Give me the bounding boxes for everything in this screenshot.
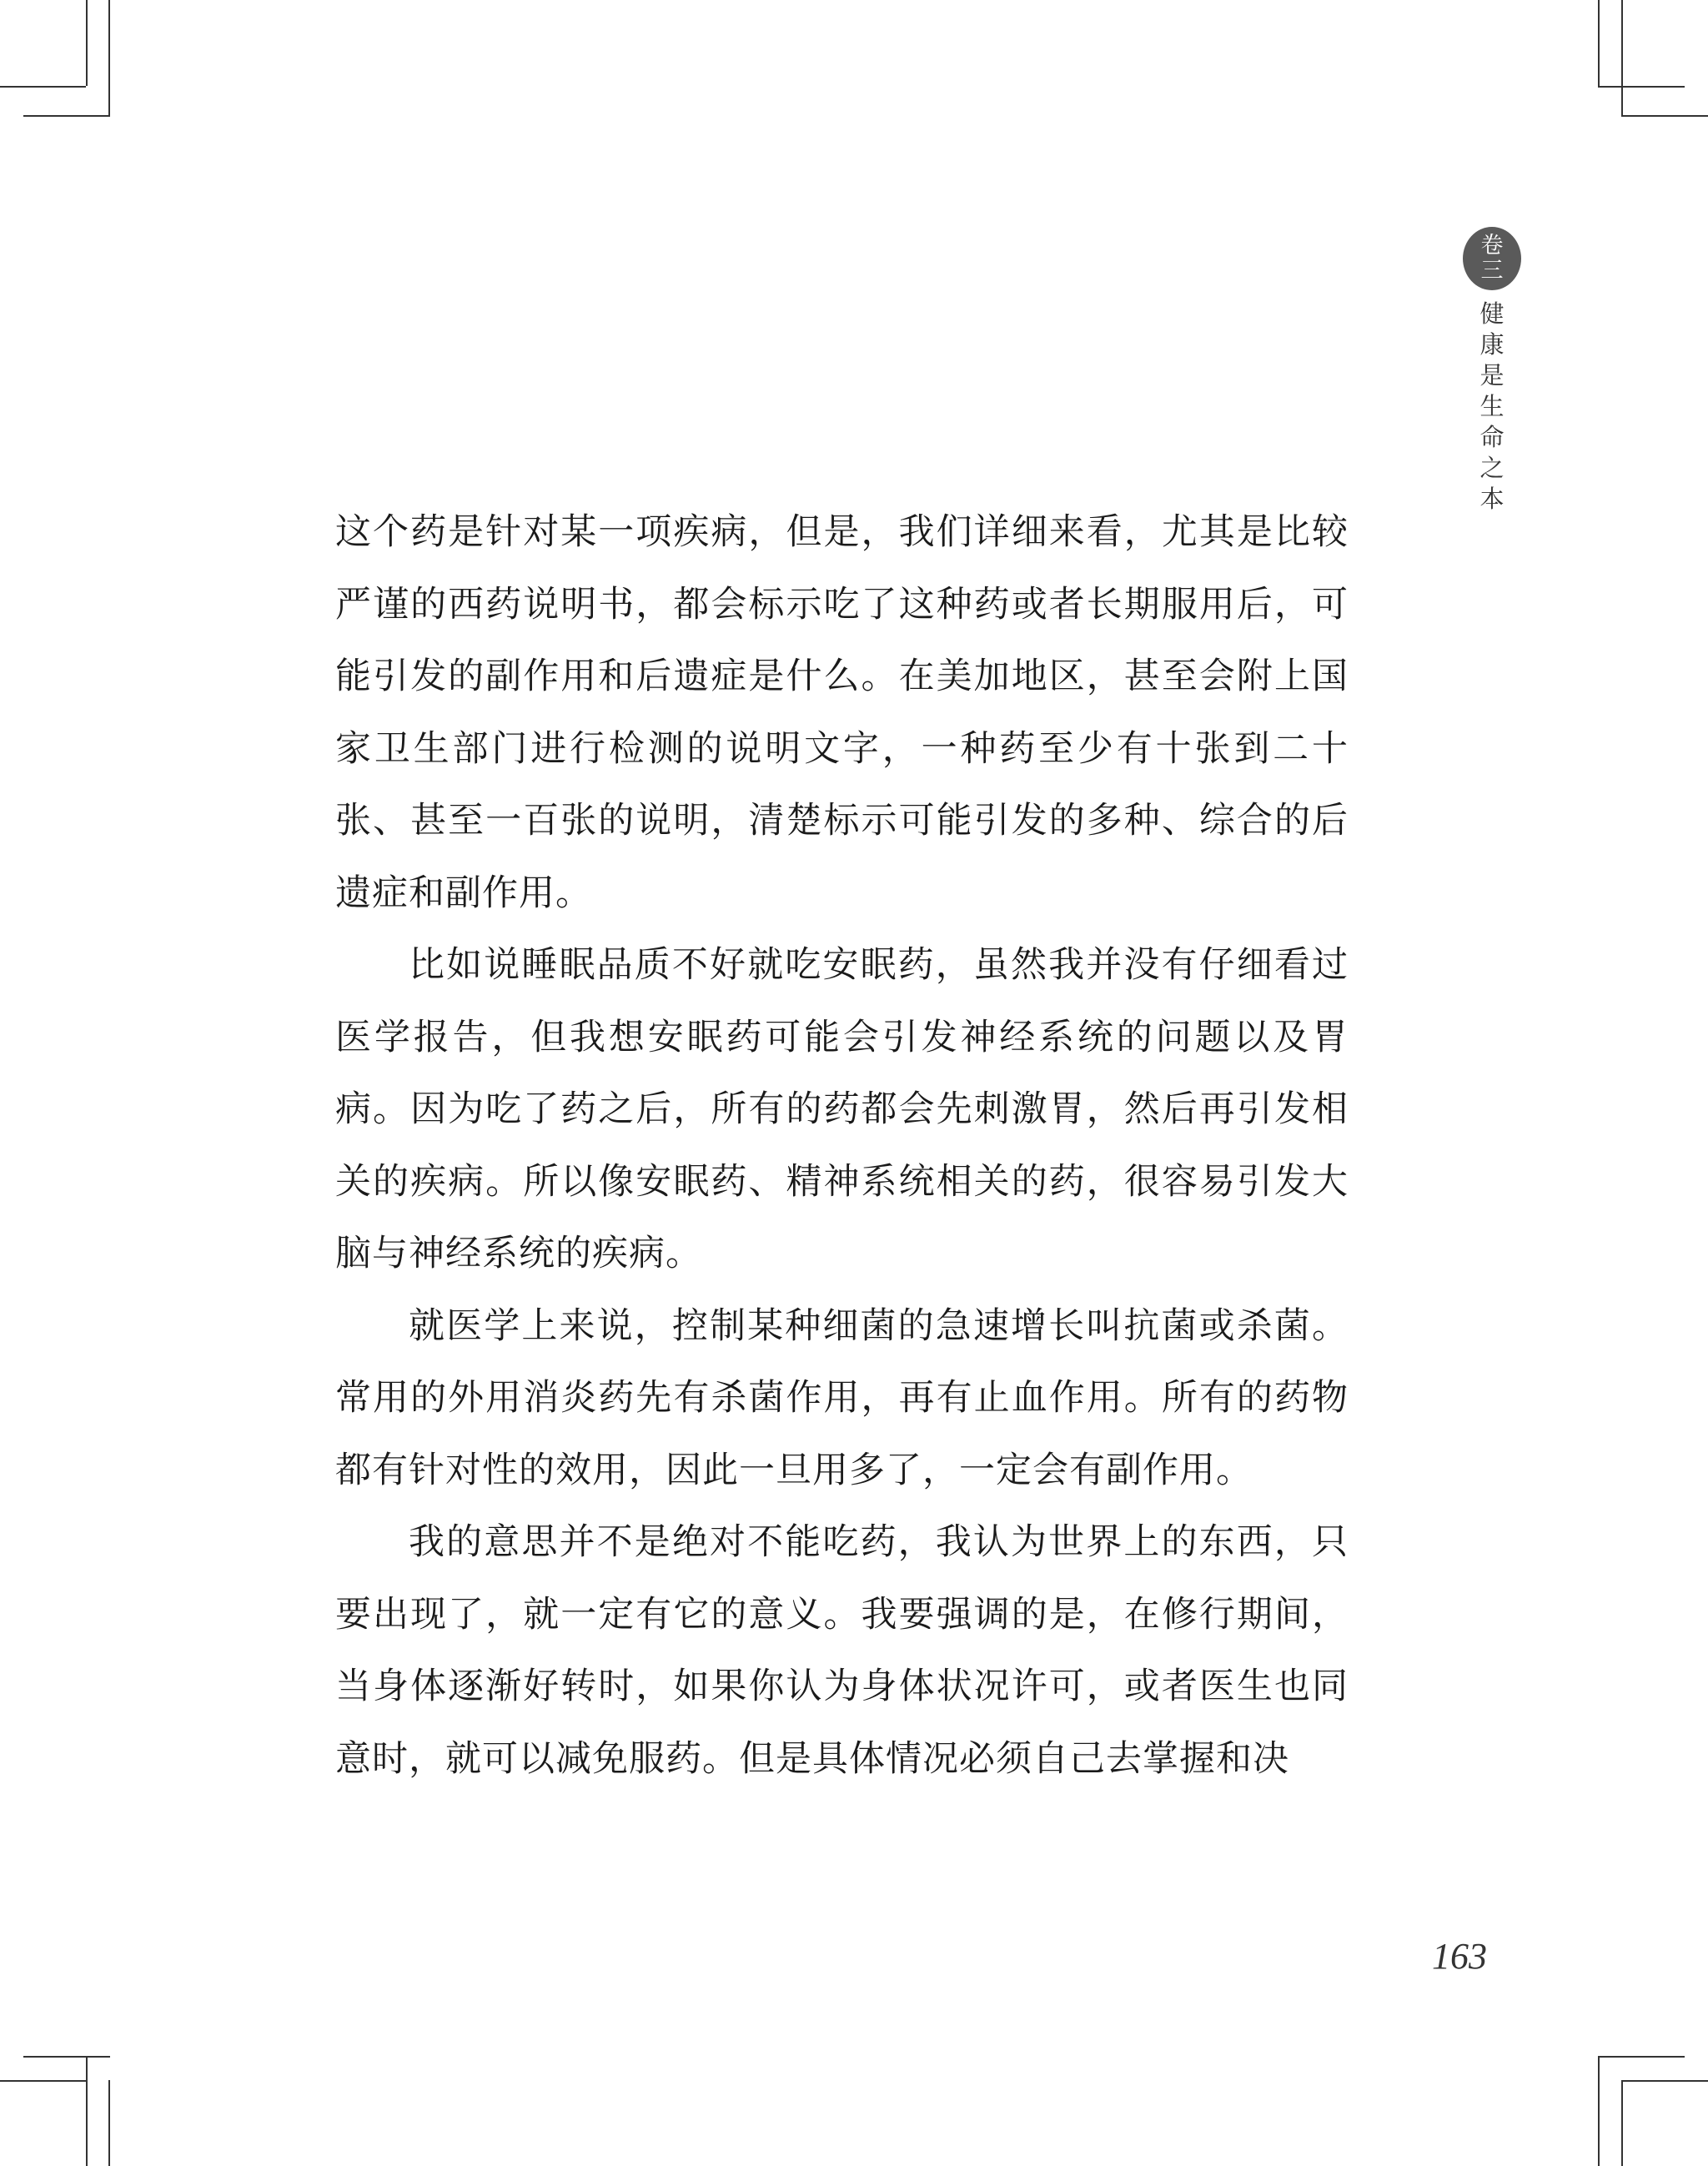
crop-mark-top-left-horizontal-inner: [23, 115, 110, 117]
crop-mark-top-left-horizontal: [0, 86, 86, 88]
crop-mark-bottom-right-vertical: [1598, 2056, 1600, 2166]
paragraph: 我的意思并不是绝对不能吃药，我认为世界上的东西，只要出现了，就一定有它的意义。我要强调的是，在修行期间，当身体逐渐好转时，如果你认为身体状况许可，或者医生也同意时，就可以减免服药。但是具体情况必须自己去掌握和决: [335, 1521, 1349, 1780]
chapter-title-char: 生: [1479, 392, 1505, 420]
crop-mark-bottom-right-vertical-inner: [1621, 2080, 1623, 2166]
chapter-badge-line2: 三: [1480, 258, 1504, 284]
chapter-title-char: 命: [1479, 423, 1505, 451]
crop-mark-bottom-right-horizontal-inner: [1621, 2080, 1708, 2082]
chapter-title-char: 康: [1479, 330, 1505, 359]
paragraph: 比如说睡眠品质不好就吃安眠药，虽然我并没有仔细看过医学报告，但我想安眠药可能会引发神经系统的问题以及胃病。因为吃了药之后，所有的药都会先刺激胃，然后再引发相关的疾病。所以像安眠药、精神系统相关的药，很容易引发大脑与神经系统的疾病。: [335, 944, 1349, 1274]
chapter-badge: [1463, 227, 1521, 290]
chapter-title-char: 健: [1479, 299, 1505, 328]
crop-mark-bottom-left-vertical: [86, 2056, 88, 2166]
crop-mark-bottom-left-horizontal: [23, 2056, 110, 2058]
body-text: [335, 496, 1349, 1795]
crop-mark-bottom-left-horizontal-inner: [0, 2080, 86, 2082]
chapter-title-char: 本: [1479, 485, 1505, 513]
crop-mark-bottom-right-horizontal: [1598, 2056, 1685, 2058]
crop-mark-top-right-vertical: [1598, 0, 1600, 88]
crop-mark-bottom-left-vertical-inner: [108, 2080, 110, 2166]
crop-mark-top-left-vertical: [108, 0, 110, 115]
crop-mark-top-left-vertical-inner: [86, 0, 88, 86]
chapter-title: [1476, 299, 1508, 515]
page-number: 163: [1432, 1936, 1487, 1977]
chapter-title-char: 是: [1479, 361, 1505, 389]
crop-mark-top-right-horizontal: [1598, 86, 1685, 88]
paragraph: 这个药是针对某一项疾病，但是，我们详细来看，尤其是比较严谨的西药说明书，都会标示吃了这种药或者长期服用后，可能引发的副作用和后遗症是什么。在美加地区，甚至会附上国家卫生部门进行检测的说明文字，一种药至少有十张到二十张、甚至一百张的说明，清楚标示可能引发的多种、综合的后遗症和副作用。: [335, 511, 1349, 914]
chapter-badge-line1: 卷: [1480, 233, 1504, 259]
chapter-title-char: 之: [1479, 454, 1505, 482]
paragraph: 就医学上来说，控制某种细菌的急速增长叫抗菌或杀菌。常用的外用消炎药先有杀菌作用，再有止血作用。所有的药物都有针对性的效用，因此一旦用多了，一定会有副作用。: [335, 1304, 1349, 1491]
crop-mark-top-right-horizontal-inner: [1621, 115, 1708, 117]
crop-mark-top-right-vertical-inner: [1621, 0, 1623, 115]
